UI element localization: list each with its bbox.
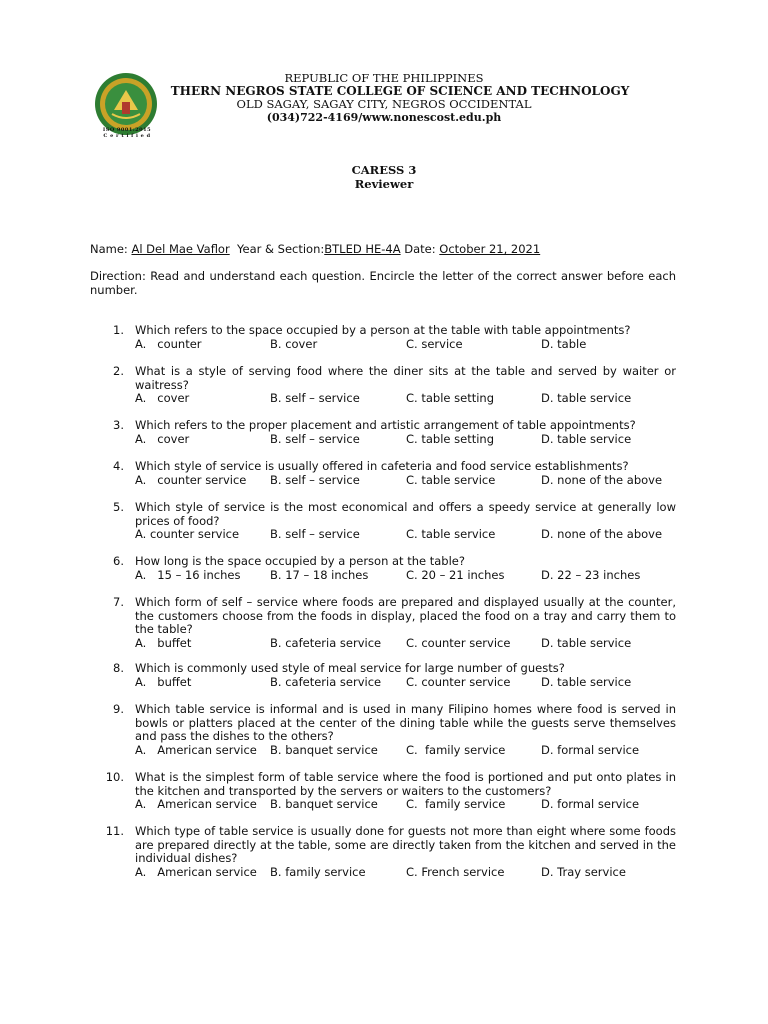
answer-option[interactable]: C. family service (406, 797, 506, 811)
student-section: BTLED HE-4A (324, 242, 401, 256)
question-text: What is the simplest form of table service where the food is portioned and put onto plates in the kitchen and transported by the servers or waiters to the customers? (135, 770, 676, 798)
answer-option[interactable]: C. family service (406, 742, 506, 757)
answer-option[interactable]: B. self – service (270, 527, 360, 541)
answer-options (135, 433, 676, 447)
iso-label: ISO 9001:2015 (102, 127, 152, 133)
answer-options (135, 676, 676, 690)
answer-option[interactable]: D. table service (541, 674, 632, 689)
answer-option[interactable]: D. table (541, 336, 587, 351)
answer-options (135, 569, 676, 583)
question-text: Which refers to the proper placement and artistic arrangement of table appointments? (135, 418, 636, 432)
question-text: Which style of service is usually offered in cafeteria and food service establishments? (135, 459, 629, 473)
question-text: What is a style of serving food where the diner sits at the table and served by waiter or waitress? (135, 364, 676, 392)
answer-options (135, 338, 676, 352)
question-number: 7. (113, 595, 124, 609)
answer-option[interactable]: D. Tray service (541, 864, 626, 879)
answer-option[interactable]: A. 15 – 16 inches (135, 567, 241, 582)
answer-options (135, 866, 676, 880)
answer-option[interactable]: C. 20 – 21 inches (406, 567, 505, 582)
answer-option[interactable]: D. 22 – 23 inches (541, 567, 641, 582)
answer-option[interactable]: B. cover (270, 336, 318, 351)
question-number: 4. (113, 459, 124, 473)
college-contact: (034)722-4169/www.nonescost.edu.ph (266, 111, 502, 124)
question-text: Which style of service is the most economical and offers a speedy service at generally low prices of food? (135, 500, 676, 528)
answer-option[interactable]: B. self – service (270, 391, 360, 405)
answer-option[interactable]: D. formal service (541, 742, 640, 757)
question-number: 11. (105, 824, 124, 838)
question-number: 1. (113, 323, 124, 337)
question-item (90, 365, 676, 406)
answer-options (135, 798, 676, 812)
question-number: 5. (113, 500, 124, 514)
question-text: Which form of self – service where foods are prepared and displayed usually at the counter, the customers choose from the foods in display, placed the food on a tray and carry them to the table? (135, 595, 676, 636)
answer-options (135, 474, 676, 488)
question-number: 10. (105, 770, 124, 784)
question-text: Which table service is informal and is used in many Filipino homes where food is served in bowls or platters placed at the center of the dining table while the guests serve themselves and pass the dishes to the others? (135, 702, 676, 743)
answer-option[interactable]: B. 17 – 18 inches (270, 567, 369, 582)
answer-option[interactable]: A. American service (135, 742, 257, 757)
date-label: Date: (400, 242, 440, 256)
question-item (90, 825, 676, 880)
question-item (90, 501, 676, 542)
question-item (90, 555, 676, 583)
answer-option[interactable]: A. buffet (135, 674, 192, 689)
college-name: THERN NEGROS STATE COLLEGE OF SCIENCE AND TECHNOLOGY (170, 84, 630, 98)
answer-option[interactable]: B. banquet service (270, 742, 378, 757)
answer-option[interactable]: D. table service (541, 635, 632, 650)
answer-option[interactable]: A. counter (135, 336, 202, 351)
answer-options (135, 744, 676, 758)
student-name: Al Del Mae Vaflor (131, 242, 230, 256)
answer-option[interactable]: B. self – service (270, 431, 360, 446)
question-number: 9. (113, 702, 124, 716)
question-item (90, 662, 676, 690)
answer-option[interactable]: C. table service (406, 527, 496, 541)
question-number: 8. (113, 661, 124, 675)
answer-options (135, 392, 676, 406)
question-number: 6. (113, 554, 124, 568)
question-number: 3. (113, 418, 124, 432)
directions-text: Direction: Read and understand each question. Encircle the letter of the correct answer before each number. (90, 269, 676, 297)
question-item (90, 460, 676, 488)
answer-option[interactable]: B. banquet service (270, 797, 378, 811)
answer-option[interactable]: C. counter service (406, 674, 511, 689)
answer-option[interactable]: A. counter service (135, 527, 240, 541)
answer-option[interactable]: A. buffet (135, 635, 192, 650)
republic-line: REPUBLIC OF THE PHILIPPINES (284, 71, 484, 85)
question-item (90, 596, 676, 651)
college-address: OLD SAGAY, SAGAY CITY, NEGROS OCCIDENTAL (236, 97, 532, 111)
answer-option[interactable]: A. American service (135, 797, 257, 811)
answer-option[interactable]: A. American service (135, 864, 257, 879)
answer-option[interactable]: D. table service (541, 391, 632, 405)
question-text: How long is the space occupied by a person at the table? (135, 554, 465, 568)
answer-option[interactable]: A. cover (135, 391, 190, 405)
document-title: CARESS 3 (351, 163, 417, 177)
document-subtitle: Reviewer (354, 177, 414, 191)
answer-option[interactable]: D. none of the above (541, 472, 663, 487)
answer-option[interactable]: C. table service (406, 472, 496, 487)
section-label: Year & Section: (229, 242, 325, 256)
answer-option[interactable]: D. formal service (541, 797, 640, 811)
answer-option[interactable]: A. cover (135, 431, 190, 446)
question-item (90, 419, 676, 447)
question-item (90, 324, 676, 352)
name-label: Name: (90, 242, 132, 256)
answer-option[interactable]: C. service (406, 336, 463, 351)
answer-option[interactable]: A. counter service (135, 472, 247, 487)
answer-option[interactable]: C. table setting (406, 431, 494, 446)
answer-option[interactable]: D. table service (541, 431, 632, 446)
answer-option[interactable]: B. family service (270, 864, 366, 879)
answer-options (135, 637, 676, 651)
question-number: 2. (113, 364, 124, 378)
question-text: Which is commonly used style of meal service for large number of guests? (135, 661, 565, 675)
certified-label: C e r t i f i e d (103, 133, 151, 139)
answer-option[interactable]: D. none of the above (541, 527, 663, 541)
question-text: Which type of table service is usually done for guests not more than eight where some foods are prepared directly at the table, some are directly taken from the kitchen and served in the individual dishes? (135, 824, 676, 865)
iso-certification (96, 127, 158, 139)
answer-option[interactable]: B. cafeteria service (270, 635, 382, 650)
question-item (90, 703, 676, 758)
answer-option[interactable]: B. cafeteria service (270, 674, 382, 689)
document-date: October 21, 2021 (439, 242, 541, 256)
answer-option[interactable]: C. French service (406, 864, 505, 879)
question-text: Which refers to the space occupied by a person at the table with table appointments? (135, 323, 631, 337)
student-info (90, 242, 540, 256)
answer-option[interactable]: B. self – service (270, 472, 360, 487)
answer-option[interactable]: C. counter service (406, 635, 511, 650)
answer-option[interactable]: C. table setting (406, 391, 494, 405)
question-item (90, 771, 676, 812)
answer-options (135, 528, 676, 542)
